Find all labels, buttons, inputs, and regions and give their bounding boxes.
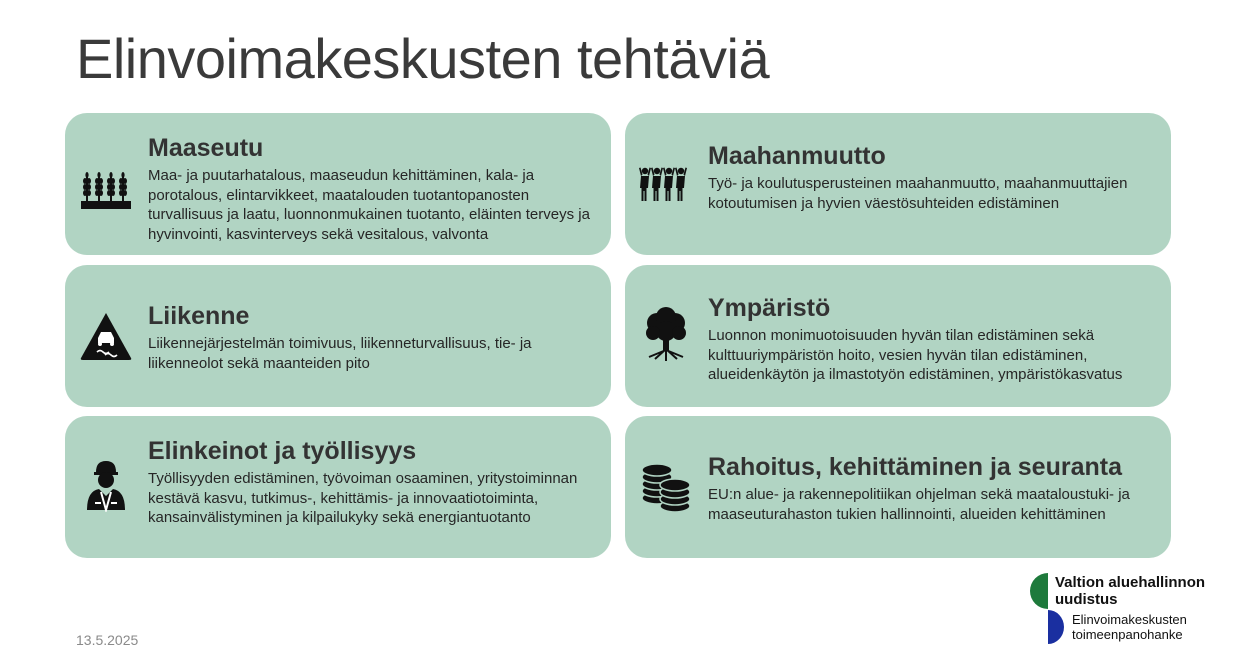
card-heading: Ympäristö bbox=[708, 294, 831, 322]
people-group-icon bbox=[639, 157, 693, 211]
logo-primary-line1: Valtion aluehallinnon bbox=[1055, 574, 1206, 591]
card-heading: Rahoitus, kehittäminen ja seuranta bbox=[708, 453, 1122, 481]
slide-date: 13.5.2025 bbox=[76, 632, 139, 648]
logo-primary bbox=[1030, 573, 1255, 609]
card-maahanmuutto bbox=[625, 113, 1171, 255]
worker-icon bbox=[79, 458, 133, 512]
logo-secondary-line2: toimeenpanohanke bbox=[1072, 627, 1183, 642]
card-description: Työllisyyden edistäminen, työvoiman osaaminen, yritystoiminnan kestävä kasvu, tutkimus-, kehittämis- ja innovaatiotoiminta, kansainvälistyminen ja kilpailukyky sekä energiantuotanto bbox=[148, 470, 578, 526]
tree-icon bbox=[639, 307, 693, 361]
card-ymparisto bbox=[625, 265, 1171, 407]
card-liikenne bbox=[65, 265, 611, 407]
logo-primary-line2: uudistus bbox=[1055, 591, 1118, 608]
card-heading: Maaseutu bbox=[148, 134, 264, 162]
card-description: EU:n alue- ja rakennepolitiikan ohjelman sekä maataloustuki- ja maaseuturahaston tukien hallinnointi, alueiden kehittäminen bbox=[708, 486, 1130, 523]
card-heading: Maahanmuutto bbox=[708, 142, 886, 170]
card-maaseutu bbox=[65, 113, 611, 255]
logo-secondary bbox=[1046, 610, 1246, 646]
card-heading: Liikenne bbox=[148, 302, 250, 330]
card-description: Maa- ja puutarhatalous, maaseudun kehittäminen, kala- ja porotalous, elintarvikkeet, maatalouden tuotantopanosten turvallisuus ja laatu, luonnonmukainen tuotanto, eläinten terveys ja hyvinvointi, kasvinterveys sekä vesitalous, valvonta bbox=[148, 167, 590, 243]
card-rahoitus bbox=[625, 416, 1171, 558]
coins-icon bbox=[639, 460, 693, 514]
green-half-circle-icon bbox=[1030, 573, 1050, 609]
card-description: Luonnon monimuotoisuuden hyvän tilan edistäminen sekä kulttuuriympäristön hoito, vesien hyvän tilan edistäminen, alueidenkäytön ja ilmastotyön edistäminen, ympäristökasvatus bbox=[708, 327, 1123, 383]
card-description: Liikennejärjestelmän toimivuus, liikenneturvallisuus, tie- ja liikenneolot sekä maanteiden pito bbox=[148, 335, 532, 372]
logo-secondary-line1: Elinvoimakeskusten bbox=[1072, 612, 1187, 627]
page-title: Elinvoimakeskusten tehtäviä bbox=[76, 27, 770, 90]
slippery-road-sign-icon bbox=[79, 310, 133, 364]
blue-half-circle-icon bbox=[1046, 610, 1066, 646]
wheat-field-icon bbox=[79, 161, 133, 215]
card-description: Työ- ja koulutusperusteinen maahanmuutto, maahanmuuttajien kotoutumisen ja hyvien väestösuhteiden edistäminen bbox=[708, 175, 1128, 212]
card-heading: Elinkeinot ja työllisyys bbox=[148, 437, 417, 465]
card-elinkeinot bbox=[65, 416, 611, 558]
